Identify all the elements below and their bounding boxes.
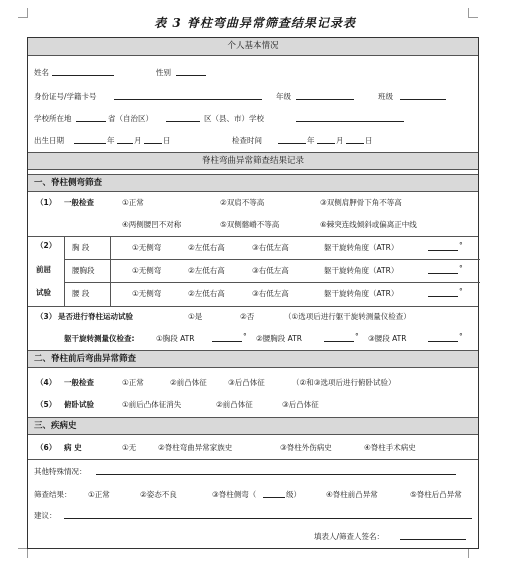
scoliosis-screening-title: 一、脊柱侧弯筛查 — [34, 178, 103, 188]
ap-exam-note: （②和③选项后进行俯卧试验） — [292, 378, 396, 387]
province-field[interactable] — [76, 114, 106, 122]
exam-day-unit: 日 — [365, 136, 373, 145]
forward-bend-number: （2） — [36, 241, 57, 250]
forward-bend-label-1: 前屈 — [36, 265, 51, 274]
result-option-4[interactable]: ④脊柱前凸异常 — [326, 490, 378, 499]
exam-year-unit: 年 — [307, 136, 315, 145]
result-option-3-suffix: 级） — [286, 490, 301, 499]
measure-thoracic-unit: ° — [243, 332, 247, 341]
rule-forward-bend-col-1 — [64, 236, 65, 306]
ap-exam-option-2[interactable]: ②前凸体征 — [170, 378, 207, 387]
general-exam-option-6[interactable]: ⑥棘突连线倾斜或偏离正中线 — [320, 220, 417, 229]
thoracic-atr-label: 躯干旋转角度（ATR） — [324, 243, 399, 252]
rule-forward-bend-row-1 — [65, 259, 480, 260]
birth-year-unit: 年 — [107, 136, 115, 145]
basic-info-header-text: 个人基本情况 — [227, 41, 279, 51]
prone-test-option-1[interactable]: ①前后凸体征消失 — [122, 400, 182, 409]
history-label: 病 史 — [64, 443, 82, 452]
screening-results-header-text: 脊柱弯曲异常筛查结果记录 — [201, 156, 304, 166]
lumbar-option-2[interactable]: ②左低右高 — [188, 289, 225, 298]
school-field[interactable] — [296, 114, 404, 122]
lumbar-option-1[interactable]: ①无侧弯 — [132, 289, 162, 298]
prone-test-option-3[interactable]: ③后凸体征 — [282, 400, 319, 409]
measure-lumbar-unit: ° — [459, 332, 463, 341]
birth-month-field[interactable] — [117, 136, 133, 144]
general-exam-number: （1） — [36, 198, 57, 207]
basic-info-header — [28, 38, 478, 56]
thoracic-atr-field[interactable] — [428, 243, 458, 251]
thoracolumbar-atr-field[interactable] — [428, 266, 458, 274]
rule-forward-bend-bottom — [28, 306, 478, 307]
exam-month-field[interactable] — [317, 136, 335, 144]
exam-day-field[interactable] — [346, 136, 364, 144]
thoracolumbar-option-2[interactable]: ②左低右高 — [188, 266, 225, 275]
class-label: 班级 — [378, 92, 393, 101]
advice-label: 建议： — [34, 511, 57, 520]
district-field[interactable] — [166, 114, 200, 122]
lumbar-atr-label: 躯干旋转角度（ATR） — [324, 289, 399, 298]
forward-bend-label-2: 试验 — [36, 288, 51, 297]
thoracic-option-3[interactable]: ③右低左高 — [252, 243, 289, 252]
measure-thoracic-field[interactable] — [212, 334, 242, 342]
birth-day-unit: 日 — [163, 136, 171, 145]
ap-exam-option-3[interactable]: ③后凸体征 — [228, 378, 265, 387]
result-label: 筛查结果： — [34, 490, 72, 499]
thoracic-option-2[interactable]: ②左低右高 — [188, 243, 225, 252]
name-label: 姓名 — [34, 68, 49, 77]
thoracolumbar-option-3[interactable]: ③右低左高 — [252, 266, 289, 275]
exam-month-unit: 月 — [336, 136, 344, 145]
screening-record-table — [27, 37, 479, 549]
ap-exam-option-1[interactable]: ①正常 — [122, 378, 144, 387]
measure-thoracolumbar-field[interactable] — [324, 334, 354, 342]
id-field[interactable] — [114, 92, 262, 100]
grade-label: 年级 — [276, 92, 291, 101]
history-number: （6） — [36, 443, 57, 452]
history-option-3[interactable]: ③脊柱外伤病史 — [280, 443, 332, 452]
advice-field[interactable] — [64, 511, 472, 519]
district-unit: 区（县、市）学校 — [204, 114, 264, 123]
class-field[interactable] — [400, 92, 446, 100]
other-conditions-field[interactable] — [96, 467, 456, 475]
measure-thoracolumbar-unit: ° — [355, 332, 359, 341]
rule-forward-bend-top — [28, 236, 478, 237]
birth-date-label: 出生日期 — [34, 136, 64, 145]
general-exam-option-4[interactable]: ④两侧腰凹不对称 — [122, 220, 182, 229]
history-option-1[interactable]: ①无 — [122, 443, 137, 452]
general-exam-option-2[interactable]: ②双肩不等高 — [220, 198, 265, 207]
grade-field[interactable] — [296, 92, 354, 100]
general-exam-option-3[interactable]: ③双侧肩胛骨下角不等高 — [320, 198, 402, 207]
sagittal-screening-title: 二、脊柱前后弯曲异常筛查 — [34, 354, 137, 364]
thoracolumbar-segment-label: 腰胸段 — [72, 266, 95, 275]
signature-label: 填表人/筛查人签名： — [314, 532, 385, 541]
measure-lumbar-label: ③腰段 ATR — [368, 334, 407, 343]
lumbar-option-3[interactable]: ③右低左高 — [252, 289, 289, 298]
history-option-4[interactable]: ④脊柱手术病史 — [364, 443, 416, 452]
result-option-5[interactable]: ⑤脊柱后凸异常 — [410, 490, 462, 499]
thoracic-atr-unit: ° — [459, 241, 463, 250]
ap-exam-label: 一般检查 — [64, 378, 94, 387]
measurement-label: 躯干旋转测量仪检查: — [64, 334, 135, 343]
prone-test-option-2[interactable]: ②前凸体征 — [216, 400, 253, 409]
general-exam-option-1[interactable]: ①正常 — [122, 198, 144, 207]
measure-thoracic-label: ①胸段 ATR — [156, 334, 195, 343]
result-option-3-prefix[interactable]: ③脊柱侧弯（ — [212, 490, 257, 499]
signature-field[interactable] — [400, 532, 466, 540]
province-unit: 省（自治区） — [108, 114, 153, 123]
prone-test-label: 俯卧试验 — [64, 400, 94, 409]
motion-test-label: 是否进行脊柱运动试验 — [58, 312, 133, 321]
prone-test-number: （5） — [36, 400, 57, 409]
general-exam-option-5[interactable]: ⑤双侧髂嵴不等高 — [220, 220, 280, 229]
rule-history-bottom — [28, 459, 478, 460]
rule-forward-bend-col-2 — [110, 236, 111, 306]
birth-month-unit: 月 — [134, 136, 142, 145]
lumbar-atr-unit: ° — [459, 287, 463, 296]
thoracic-option-1[interactable]: ①无侧弯 — [132, 243, 162, 252]
screening-results-header — [28, 152, 478, 170]
name-field[interactable] — [52, 68, 114, 76]
birth-day-field[interactable] — [144, 136, 162, 144]
medical-history-title: 三、疾病史 — [34, 421, 77, 431]
thoracolumbar-atr-label: 躯干旋转角度（ATR） — [324, 266, 399, 275]
other-conditions-label: 其他特殊情况： — [34, 467, 87, 476]
thoracic-segment-label: 胸 段 — [72, 243, 90, 252]
scoliosis-grade-field[interactable] — [263, 490, 285, 498]
motion-test-yes[interactable]: ①是 — [188, 312, 203, 321]
history-option-2[interactable]: ②脊柱弯曲异常家族史 — [158, 443, 233, 452]
measure-thoracolumbar-label: ②腰胸段 ATR — [256, 334, 302, 343]
motion-test-note: （①选项后进行躯干旋转测量仪检查） — [284, 312, 411, 321]
scoliosis-screening-band — [28, 174, 478, 192]
ap-exam-number: （4） — [36, 378, 57, 387]
general-exam-label: 一般检查 — [64, 198, 94, 207]
lumbar-atr-field[interactable] — [428, 289, 458, 297]
rule-forward-bend-row-2 — [65, 282, 480, 283]
school-location-label: 学校所在地 — [34, 114, 72, 123]
exam-date-label: 检查时间 — [232, 136, 262, 145]
margin-mark-bottom-left — [18, 548, 28, 558]
id-label: 身份证号/学籍卡号 — [34, 92, 97, 101]
lumbar-segment-label: 腰 段 — [72, 289, 90, 298]
result-option-2[interactable]: ②姿态不良 — [140, 490, 177, 499]
measure-lumbar-field[interactable] — [428, 334, 458, 342]
exam-year-field[interactable] — [278, 136, 306, 144]
margin-mark-bottom-right — [468, 548, 478, 558]
motion-test-no[interactable]: ②否 — [240, 312, 255, 321]
document-title: 表 3 脊柱弯曲异常筛查结果记录表 — [154, 16, 356, 30]
sagittal-screening-band — [28, 350, 478, 368]
motion-test-number: （3） — [36, 312, 57, 321]
gender-label: 性别 — [156, 68, 171, 77]
thoracolumbar-atr-unit: ° — [459, 264, 463, 273]
medical-history-band — [28, 417, 478, 435]
result-option-1[interactable]: ①正常 — [88, 490, 110, 499]
thoracolumbar-option-1[interactable]: ①无侧弯 — [132, 266, 162, 275]
gender-field[interactable] — [176, 68, 206, 76]
birth-year-field[interactable] — [74, 136, 106, 144]
